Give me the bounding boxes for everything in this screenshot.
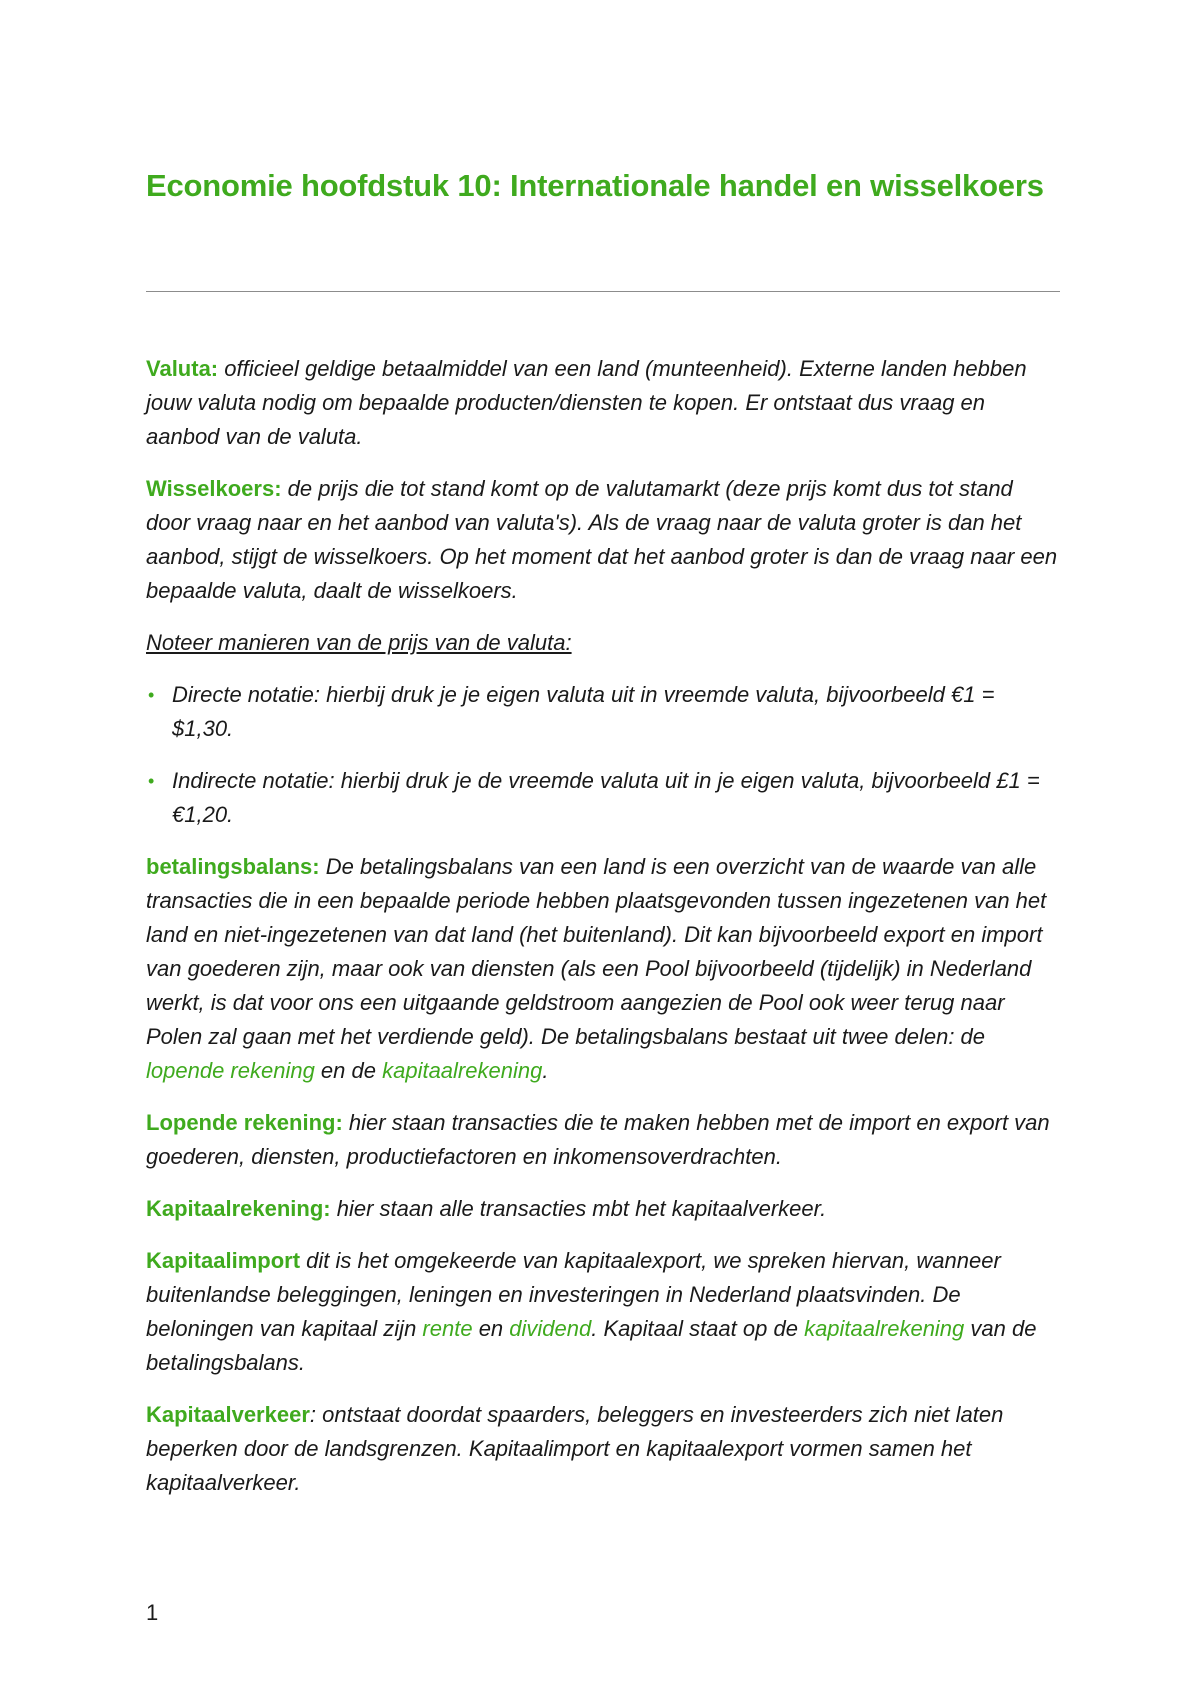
paragraph-valuta [146, 352, 1060, 454]
paragraph-betalingsbalans [146, 850, 1060, 1088]
list-item [146, 764, 1060, 832]
link-kapitaalrekening[interactable]: kapitaalrekening [382, 1058, 543, 1083]
page-number: 1 [146, 1600, 159, 1625]
paragraph-wisselkoers [146, 472, 1060, 608]
definition-betalingsbalans-mid: en de [314, 1058, 383, 1083]
paragraph-lopende-rekening [146, 1106, 1060, 1174]
definition-kapitaalimport-mid2: . Kapitaal staat op de [591, 1316, 805, 1341]
notatie-heading-text: Noteer manieren van de prijs van de valuta: [146, 630, 572, 655]
link-lopende-rekening[interactable]: lopende rekening [146, 1058, 315, 1083]
bullet-icon: • [148, 771, 155, 791]
term-lopende-rekening: Lopende rekening: [146, 1110, 343, 1135]
paragraph-kapitaalimport [146, 1244, 1060, 1380]
notatie-heading [146, 626, 1060, 660]
definition-betalingsbalans-end: . [542, 1058, 549, 1083]
definition-betalingsbalans: De betalingsbalans van een land is een overzicht van de waarde van alle transacties die in een bepaalde periode hebben plaatsgevonden tussen ingezetenen van het land en niet-ingezetenen van dat land (het buitenland). Dit kan bijvoorbeeld export en import van goederen zijn, maar ook van diensten (als een Pool bijvoorbeeld (tijdelijk) in Nederland werkt, is dat voor ons een uitgaande geldstroom aangezien de Pool ook weer terug naar Polen zal gaan met het verdiende geld). De betalingsbalans bestaat uit twee delen: de [146, 854, 1047, 1049]
link-dividend[interactable]: dividend [509, 1316, 592, 1341]
page-title: Economie hoofdstuk 10: Internationale handel en wisselkoers [146, 168, 1044, 203]
list-item-text: Directe notatie: hierbij druk je je eigen valuta uit in vreemde valuta, bijvoorbeeld €1 = $1,30. [172, 682, 995, 741]
definition-kapitaalrekening: hier staan alle transacties mbt het kapitaalverkeer. [330, 1196, 827, 1221]
term-kapitaalverkeer: Kapitaalverkeer [146, 1402, 310, 1427]
paragraph-kapitaalverkeer [146, 1398, 1060, 1500]
list-item-text: Indirecte notatie: hierbij druk je de vreemde valuta uit in je eigen valuta, bijvoorbeeld £1 = €1,20. [172, 768, 1040, 827]
definition-kapitaalimport-end: van de betalingsbalans. [146, 1316, 1037, 1375]
title-divider [146, 291, 1060, 292]
term-betalingsbalans: betalingsbalans: [146, 854, 320, 879]
definition-valuta: officieel geldige betaalmiddel van een land (munteenheid). Externe landen hebben jouw valuta nodig om bepaalde producten/diensten te kopen. Er ontstaat dus vraag en aanbod van de valuta. [146, 356, 1027, 449]
notatie-list [146, 678, 1060, 832]
bullet-icon: • [148, 685, 155, 705]
document-body [146, 352, 1060, 1518]
link-rente[interactable]: rente [422, 1316, 473, 1341]
list-item [146, 678, 1060, 746]
definition-kapitaalimport: dit is het omgekeerde van kapitaalexport, we spreken hiervan, wanneer buitenlandse beleggingen, leningen en investeringen in Nederland plaatsvinden. De beloningen van kapitaal zijn [146, 1248, 1001, 1341]
term-kapitaalimport: Kapitaalimport [146, 1248, 301, 1273]
link-kapitaalrekening-2[interactable]: kapitaalrekening [804, 1316, 965, 1341]
definition-kapitaalimport-mid: en [472, 1316, 510, 1341]
definition-wisselkoers: de prijs die tot stand komt op de valutamarkt (deze prijs komt dus tot stand door vraag naar en het aanbod van valuta's). Als de vraag naar de valuta groter is dan het aanbod, stijgt de wisselkoers. Op het moment dat het aanbod groter is dan de vraag naar een bepaalde valuta, daalt de wisselkoers. [146, 476, 1058, 603]
term-wisselkoers: Wisselkoers: [146, 476, 282, 501]
definition-kapitaalverkeer: : ontstaat doordat spaarders, beleggers en investeerders zich niet laten beperken door de landsgrenzen. Kapitaalimport en kapitaalexport vormen samen het kapitaalverkeer. [146, 1402, 1004, 1495]
term-kapitaalrekening: Kapitaalrekening: [146, 1196, 331, 1221]
definition-lopende-rekening: hier staan transacties die te maken hebben met de import en export van goederen, diensten, productiefactoren en inkomensoverdrachten. [146, 1110, 1050, 1169]
paragraph-kapitaalrekening [146, 1192, 1060, 1226]
term-valuta: Valuta: [146, 356, 219, 381]
